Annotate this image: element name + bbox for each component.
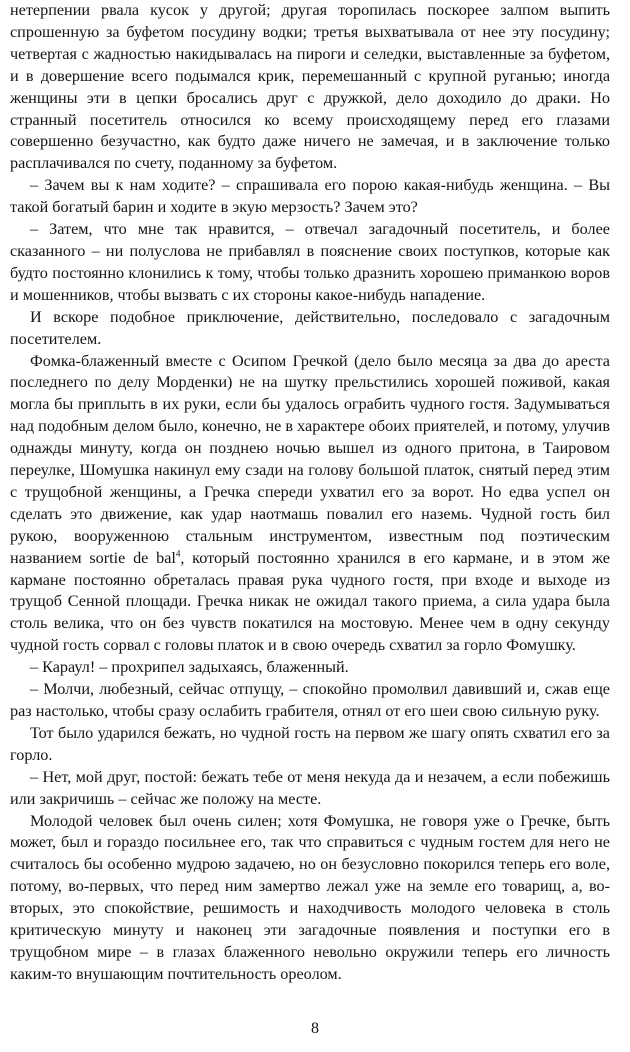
paragraph-8: Тот было ударился бежать, но чудной гость на первом же шагу опять схватил его за горло.: [10, 723, 610, 764]
paragraph-1: нетерпении рвала кусок у другой; другая торопилась поскорее залпом выпить спрошенную за буфетом посудину водки; третья выхватывала от нее эту посудину; четвертая с жадностью накидывалась на пироги и селедки, выставленные за буфетом, и в довершение всего подымался крик, перемешанный с крупной руганью; иногда женщины эти в цепки бросались друг с дружкой, дело доходило до драки. Но странный посетитель относился ко всему происходящему перед его глазами совершенно безучастно, как будто даже ничего не замечая, и в заключение только расплачивался по счету, поданному за буфетом.: [10, 1, 610, 173]
paragraph-7: – Молчи, любезный, сейчас отпущу, – спокойно промолвил давивший и, сжав еще раз настолько, чтобы сразу ослабить грабителя, отнял от его шеи свою сильную руку.: [10, 680, 610, 720]
paragraph-10: Молодой человек был очень силен; хотя Фомушка, не говоря уже о Гречке, быть может, был и гораздо посильнее его, так что справиться с чудным гостем для него не считалось бы особенно мудрою задачею, но он безусловно покорился теперь его воле, потому, во-первых, что перед ним замертво лежал уже на земле его товарищ, а, во-вторых, это спокойствие, решимость и находчивость молодого человека в столь критическую минуту и наконец эти загадочные появления и поступки его в трущобном мире – в глазах блаженного невольно окружили теперь его личность каким-то внушающим почтительность ореолом.: [10, 811, 610, 983]
document-page: [10, 0, 610, 986]
paragraph-9: – Нет, мой друг, постой: бежать тебе от меня некуда да и незачем, а если побежишь или закричишь – сейчас же положу на месте.: [10, 767, 610, 808]
paragraph-2: – Зачем вы к нам ходите? – спрашивала его порою какая-нибудь женщина. – Вы такой богатый барин и ходите в экую мерзость? Зачем это?: [10, 176, 610, 217]
footnote-marker[interactable]: 4: [175, 548, 181, 559]
paragraph-5-text-continued: , который постоянно хранился в его кармане, и в этом же кармане постоянно обреталась правая рука чудного гостя, при входе и выходе из трущоб Сенной площади. Гречка никак не ожидал такого приема, а сила удара была столь велика, что он без чувств покатился на мостовую. Менее чем в одну секунду чудной гость сорвал с головы платок и в свою очередь схватил за горло Фомушку.: [10, 548, 610, 655]
paragraph-6: – Караул! – прохрипел задыхаясь, блаженный.: [30, 658, 349, 677]
paragraph-4: И вскоре подобное приключение, действительно, последовало с загадочным посетителем.: [10, 307, 610, 348]
page-number: 8: [311, 1020, 319, 1037]
paragraph-5: [10, 351, 610, 658]
paragraph-3: – Затем, что мне так нравится, – отвечал загадочный посетитель, и более сказанного – ни полуслова не прибавлял в пояснение своих поступков, которые как будто постоянно клонились к тому, чтобы только дразнить хорошею приманкою воров и мошенников, чтобы вызвать с их стороны какое-нибудь нападение.: [10, 220, 610, 304]
paragraph-5-text: Фомка-блаженный вместе с Осипом Гречкой (дело было месяца за два до ареста последнего по делу Морденки) не на шутку прельстились хорошей поживой, какая могла бы приплыть в их руки, если бы удалось ограбить чудного гостя. Задумываться над подобным делом было, конечно, не в характере обоих приятелей, и потому, улучив однажды минуту, когда он позднею ночью вышел из одного притона, в Таировом переулке, Шомушка накинул ему сзади на голову большой платок, снятый перед этим с трущобной женщины, а Гречка спереди ухватил его за ворот. Но едва успел он сделать это движение, как удар наотмашь повалил его наземь. Чудной гость бил рукою, вооруженною стальным инструментом, известным под поэтическим названием sortie de bal: [10, 351, 610, 567]
